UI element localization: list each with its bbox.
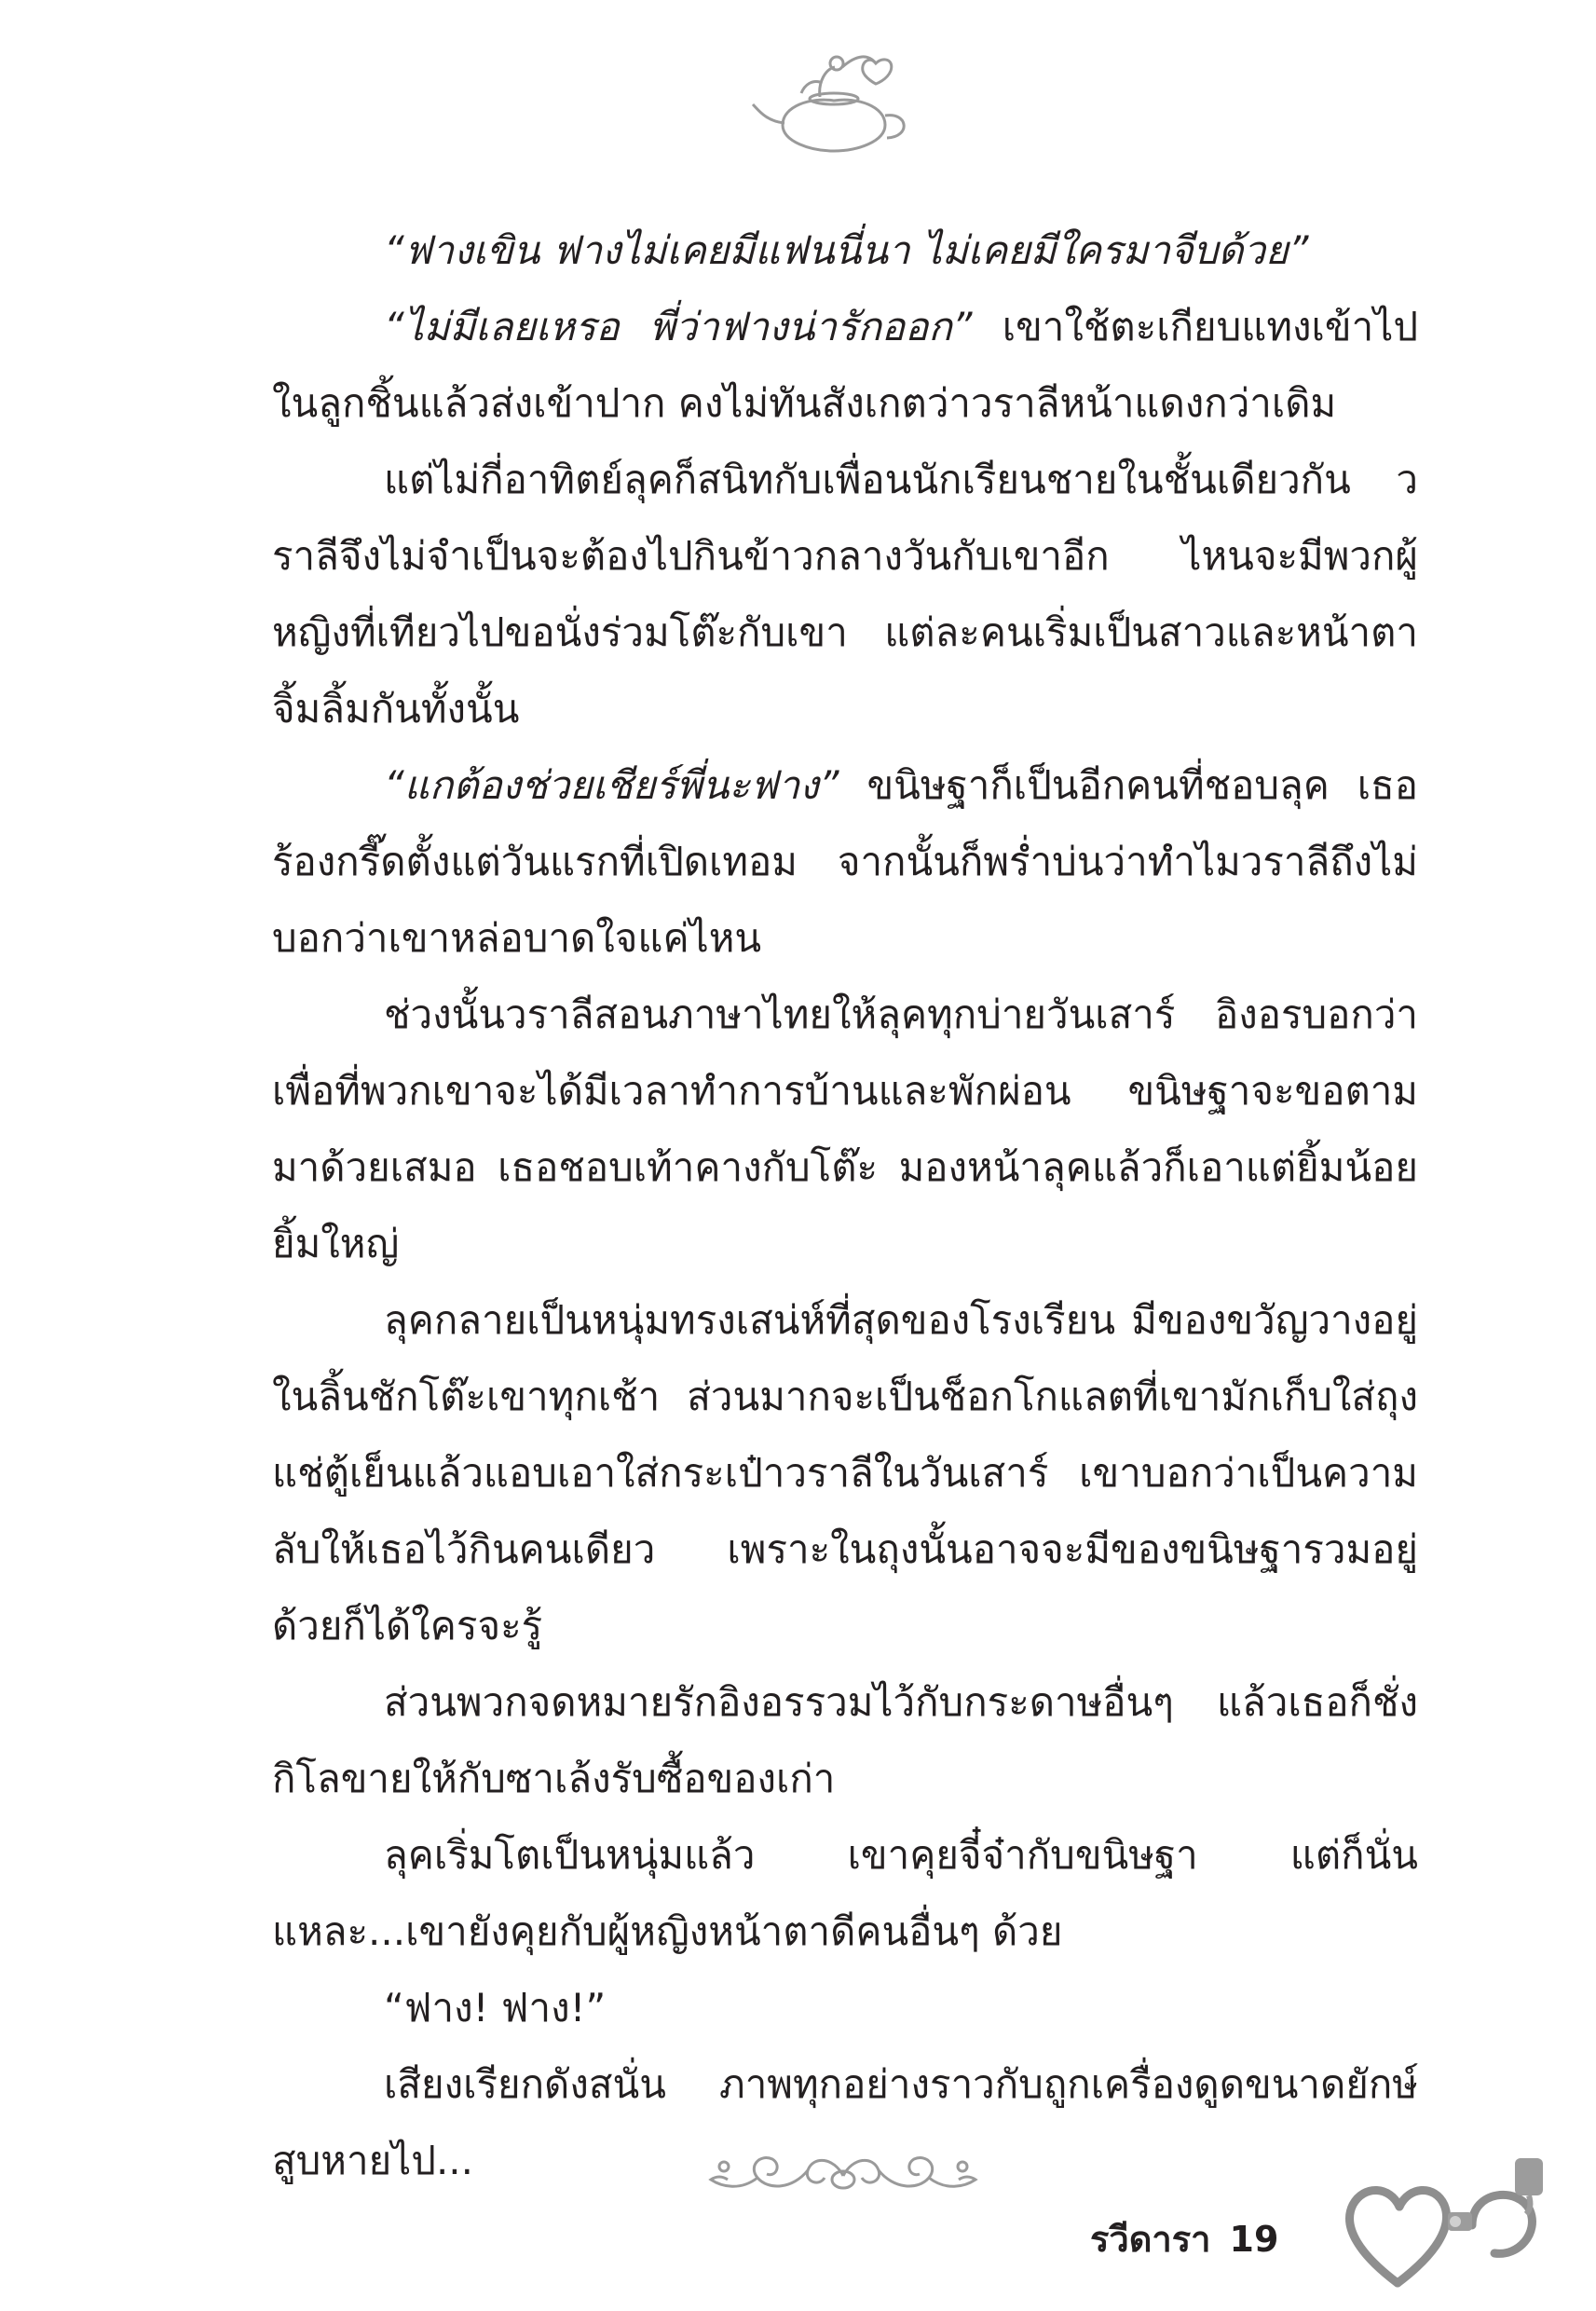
scroll-flourish-icon: [703, 2139, 983, 2204]
dialogue-text: “ฟาง! ฟาง!”: [384, 1985, 607, 2031]
body-text: [272, 212, 1418, 2199]
paragraph: [272, 1817, 1418, 1970]
narration-text: แต่ไม่กี่อาทิตย์ลุคก็สนิทกับเพื่อนนักเรียนชายในชั้นเดียวกัน วราลีจึงไม่จำเป็นจะต้องไปกินข้าวกลางวันกับเขาอีก ไหนจะมีพวกผู้หญิงที่เทียวไปขอนั่งร่วมโต๊ะกับเขา แต่ละคนเริ่มเป็นสาวและหน้าตาจิ้มลิ้มกันทั้งนั้น: [272, 457, 1418, 732]
paragraph: [272, 289, 1418, 442]
page-number: 19: [1229, 2219, 1279, 2260]
paragraph: [272, 1282, 1418, 1664]
narration-text: ขนิษฐาก็เป็นอีกคนที่ชอบลุค เธอร้องกรี๊ดตั้งแต่วันแรกที่เปิดเทอม จากนั้นก็พร่ำบ่นว่าทำไมวราลีถึงไม่บอกว่าเขาหล่อบาดใจแค่ไหน: [272, 762, 1418, 961]
paragraph: [272, 747, 1418, 977]
narration-text: ลุคเริ่มโตเป็นหนุ่มแล้ว เขาคุยจี๋จ๋ากับขนิษฐา แต่ก็นั่นแหละ...เขายังคุยกับผู้หญิงหน้าตาดีคนอื่นๆ ด้วย: [272, 1832, 1418, 1954]
narration-text: ช่วงนั้นวราลีสอนภาษาไทยให้ลุคทุกบ่ายวันเสาร์ อิงอรบอกว่าเพื่อที่พวกเขาจะได้มีเวลาทำการบ้านและพักผ่อน ขนิษฐาจะขอตามมาด้วยเสมอ เธอชอบเท้าคางกับโต๊ะ มองหน้าลุคแล้วก็เอาแต่ยิ้มน้อยยิ้มใหญ่: [272, 991, 1418, 1266]
paragraph: [272, 212, 1418, 289]
narration-text: เขาใช้ตะเกียบแทงเข้าไปในลูกชิ้นแล้วส่งเข้าปาก คงไม่ทันสังเกตว่าวราลีหน้าแดงกว่าเดิม: [272, 304, 1418, 426]
page-footer: [1090, 2210, 1278, 2267]
narration-text: เสียงเรียกดังสนั่น ภาพทุกอย่างราวกับถูกเครื่องดูดขนาดยักษ์สูบหายไป...: [272, 2061, 1418, 2183]
narration-text: ลุคกลายเป็นหนุ่มทรงเสน่ห์ที่สุดของโรงเรียน มีของขวัญวางอยู่ในลิ้นชักโต๊ะเขาทุกเช้า ส่วนมากจะเป็นช็อกโกแลตที่เขามักเก็บใส่ถุงแช่ตู้เย็นแล้วแอบเอาใส่กระเป๋าวราลีในวันเสาร์ เขาบอกว่าเป็นความลับให้เธอไว้กินคนเดียว เพราะในถุงนั้นอาจจะมีของขนิษฐารวมอยู่ด้วยก็ได้ใครจะรู้: [272, 1297, 1418, 1648]
dialogue-text: “ไม่มีเลยเหรอ พี่ว่าฟางน่ารักออก”: [384, 304, 973, 349]
paragraph: [272, 977, 1418, 1282]
cupid-teapot-icon: [745, 48, 922, 160]
narration-text: ส่วนพวกจดหมายรักอิงอรรวมไว้กับกระดาษอื่นๆ แล้วเธอก็ชั่งกิโลขายให้กับซาเล้งรับซื้อของเก่า: [272, 1679, 1418, 1801]
book-title: รวีดารา: [1090, 2219, 1211, 2260]
paragraph: [272, 442, 1418, 747]
paragraph: [272, 1664, 1418, 1817]
dialogue-text: “แกต้องช่วยเชียร์พี่นะฟาง”: [384, 762, 839, 808]
paragraph: [272, 1970, 1418, 2046]
dialogue-text: “ฟางเขิน ฟางไม่เคยมีแฟนนี่นา ไม่เคยมีใครมาจีบด้วย”: [384, 227, 1309, 273]
heart-handcuffs-icon: [1332, 2153, 1565, 2292]
